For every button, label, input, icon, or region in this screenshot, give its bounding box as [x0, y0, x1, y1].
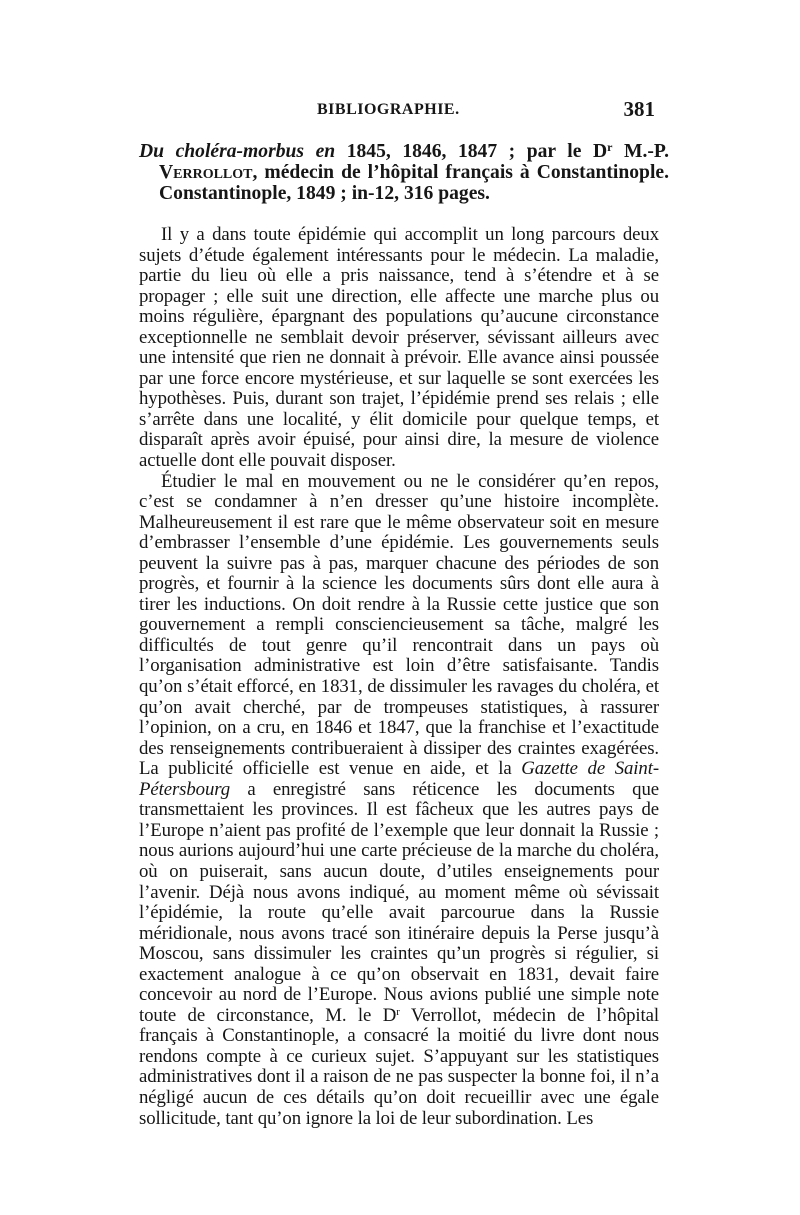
- book-details: , médecin de l’hôpital français à Constantinople. Constantinople, 1849 ; in-12, 316 pages.: [159, 162, 669, 204]
- paragraph-2-part-1: Étudier le mal en mouvement ou ne le considérer qu’en repos, c’est se condamner à n’en dresser qu’une histoire incomplète. Malheureusement il est rare que le même observateur soit en mesure d’embrasser l’ensemble d’une épidémie. Les gouvernements seuls peuvent la suivre pas à pas, marquer chacune des périodes de son progrès, et fournir à la science les documents sûrs dont elle aura à tirer les inductions. On doit rendre à la Russie cette justice que son gouvernement a rempli consciencieusement sa tâche, malgré les difficultés de tout genre qu’il rencontrait dans un pays où l’organisation administrative est loin d’être satisfaisante. Tandis qu’on s’était efforcé, en 1831, de dissimuler les ravages du choléra, et qu’on avait cherché, par de trompeuses statistiques, à rassurer l’opinion, on a cru, en 1846 et 1847, que la franchise et l’exactitude des renseignements contribueraient à dissiper des craintes exagérées. La publicité officielle est venue en aide, et la: [139, 470, 659, 780]
- paragraph-2: [139, 472, 659, 1130]
- author-name: Verrollot: [159, 162, 253, 183]
- doctor-superscript-2: r: [396, 1005, 400, 1018]
- page-number: 381: [623, 97, 655, 121]
- page-header: [139, 97, 657, 123]
- paragraph-2-part-2: a enregistré sans réticence les documents que transmettaient les provinces. Il est fâcheux que les autres pays de l’Europe n’aient pas profité de l’exemple que leur donnait la Russie ; nous aurions aujourd’hui une carte précieuse de la marche du choléra, où on puiserait, sans aucun doute, d’utiles enseignements pour l’avenir. Déjà nous avons indiqué, au moment même où sévissait l’épidémie, la route qu’elle avait parcourue dans la Russie méridionale, nous avons tracé son itinéraire depuis la Perse jusqu’à Moscou, sans dissimuler les craintes qu’un progrès si régulier, si exactement analogue à ce qu’on observait en 1831, devait faire concevoir au nord de l’Europe. Nous avions publié une simple note toute de circonstance, M. le D: [139, 778, 659, 1026]
- author-initials: M.-P.: [612, 141, 669, 162]
- review-body: [139, 225, 659, 1129]
- paragraph-2-part-3: Verrollot, médecin de l’hôpital français à Constantinople, a consacré la moitié du livre dont nous rendons compte à ce curieux sujet. S’appuyant sur les statistiques administratives dont il a raison de ne pas suspecter la bonne foi, il n’a négligé aucun de ces détails qu’on doit recueillir avec une égale sollicitude, tant qu’on ignore la loi de leur subordination. Les: [139, 1004, 659, 1129]
- gazette-title: Gazette de Saint-Pétersbourg: [139, 758, 659, 800]
- running-head: BIBLIOGRAPHIE.: [317, 101, 460, 118]
- paragraph-1: Il y a dans toute épidémie qui accomplit un long parcours deux sujets d’étude également intéressants pour le médecin. La maladie, partie du lieu où elle a pris naissance, tend à s’étendre et à se propager ; elle suit une direction, elle affecte une marche plus ou moins régulière, épargnant des populations qu’aucune circonstance exceptionnelle ne semblait devoir préserver, sévissant ailleurs avec une intensité que rien ne donnait à prévoir. Elle avance ainsi poussée par une force encore mystérieuse, et sur laquelle se sont exercées les hypothèses. Puis, durant son trajet, l’épidémie prend ses relais ; elle s’arrête dans une localité, y élit domicile pour quelque temps, et disparaît après avoir épuisé, pour ainsi dire, la mesure de violence actuelle dont elle pouvait disposer.: [139, 224, 659, 472]
- doctor-superscript: r: [607, 140, 613, 154]
- book-years: 1845, 1846, 1847 ; par le D: [335, 141, 608, 162]
- book-title: Du choléra-morbus en: [139, 141, 336, 162]
- bibliographic-entry: [139, 141, 669, 204]
